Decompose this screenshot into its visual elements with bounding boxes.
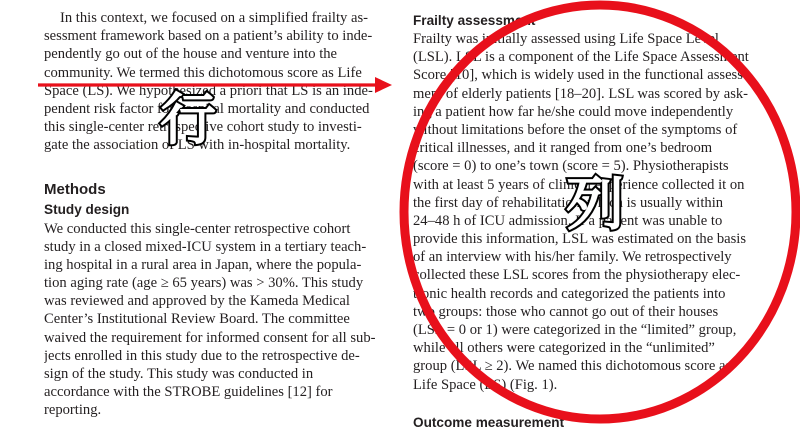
frailty-line: two groups: those who cannot go out of their houses — [413, 303, 719, 320]
study-design-line: Center’s Institutional Review Board. The committee — [44, 311, 350, 328]
column-label: 列 — [566, 170, 625, 238]
frailty-line: critical illnesses, and it ranged from one’s bedroom — [413, 140, 713, 157]
study-design-line: study in a closed mixed-ICU system in a tertiary teach- — [44, 238, 367, 255]
study-design-line: waived the requirement for informed consent for all sub- — [44, 329, 376, 346]
frailty-line: Frailty was initially assessed using Life Space Level — [413, 31, 719, 47]
frailty-line: (LSL). LSL is a component of the Life Space Assessment — [413, 49, 749, 66]
frailty-assessment-heading: Frailty assessment — [413, 13, 536, 28]
frailty-line: ment of elderly patients [18–20]. LSL was scored by ask- — [413, 85, 749, 102]
intro-line: pendent risk factor for hospital mortality and conducted — [44, 100, 370, 117]
study-design-line: We conducted this single-center retrospective cohort — [44, 220, 351, 237]
frailty-line: with at least 5 years of clinical experience collected it on — [413, 176, 745, 193]
intro-line: Space (LS). We hypothesized a priori that LS is an inde- — [44, 82, 373, 99]
frailty-line: tronic health records and categorized the patients into — [413, 285, 726, 302]
methods-heading: Methods — [44, 180, 106, 198]
frailty-line: of an interview with his/her family. We retrospectively — [413, 249, 732, 266]
frailty-line: (score = 0) to one’s town (score = 5). Physiotherapists — [413, 158, 729, 175]
outcome-measurement-heading: Outcome measurement — [413, 414, 565, 430]
intro-line: sessment framework based on a patient’s ability to inde- — [44, 28, 373, 45]
frailty-line: (LSL = 0 or 1) were categorized in the “limited” group, — [413, 322, 737, 338]
study-design-line: tion aging rate (age ≥ 65 years) was > 30%. This study — [44, 275, 364, 292]
frailty-line: 24–48 h of ICU admission. If a patient was unable to — [413, 212, 723, 229]
frailty-line: Score [10], which is widely used in the functional assess- — [413, 67, 748, 84]
frailty-line: group (LSL ≥ 2). We named this dichotomous score as — [413, 358, 732, 375]
intro-line: community. We termed this dichotomous score as Life — [44, 64, 362, 81]
study-design-line: ing hospital in a rural area in Japan, where the popula- — [44, 256, 362, 273]
frailty-line: while all others were categorized in the “unlimited” — [413, 340, 715, 357]
study-design-heading: Study design — [44, 201, 130, 217]
left-column — [44, 9, 394, 420]
frailty-line: ing a patient how far he/she could move independently — [413, 103, 734, 120]
frailty-line: provide this information, LSL was estimated on the basis — [413, 231, 747, 248]
intro-paragraph — [44, 9, 394, 155]
study-design-paragraph — [44, 220, 394, 420]
intro-line: pendently go out of the house and venture into the — [44, 46, 338, 63]
frailty-line: without limitations before the onset of the symptoms of — [413, 121, 738, 138]
frailty-line: Life Space (LS) (Fig. 1). — [413, 376, 558, 393]
intro-line: this single-center retrospective cohort study to investi- — [44, 119, 362, 136]
study-design-line: reporting. — [44, 402, 102, 419]
frailty-line: collected these LSL scores from the physiotherapy elec- — [413, 267, 741, 284]
intro-line: gate the association of LS with in-hospital mortality. — [44, 137, 351, 154]
study-design-line: sign of the study. This study was conducted in — [44, 366, 314, 382]
frailty-line: the first day of rehabilitation, which is usually within — [413, 194, 724, 211]
study-design-line: jects enrolled in this study due to the retrospective de- — [44, 347, 360, 364]
study-design-line: accordance with the STROBE guidelines [12] for — [44, 384, 333, 401]
intro-line: In this context, we focused on a simplified frailty as- — [60, 10, 369, 26]
study-design-line: was reviewed and approved by the Kameda Medical — [44, 293, 350, 310]
row-label: 行 — [160, 88, 216, 153]
